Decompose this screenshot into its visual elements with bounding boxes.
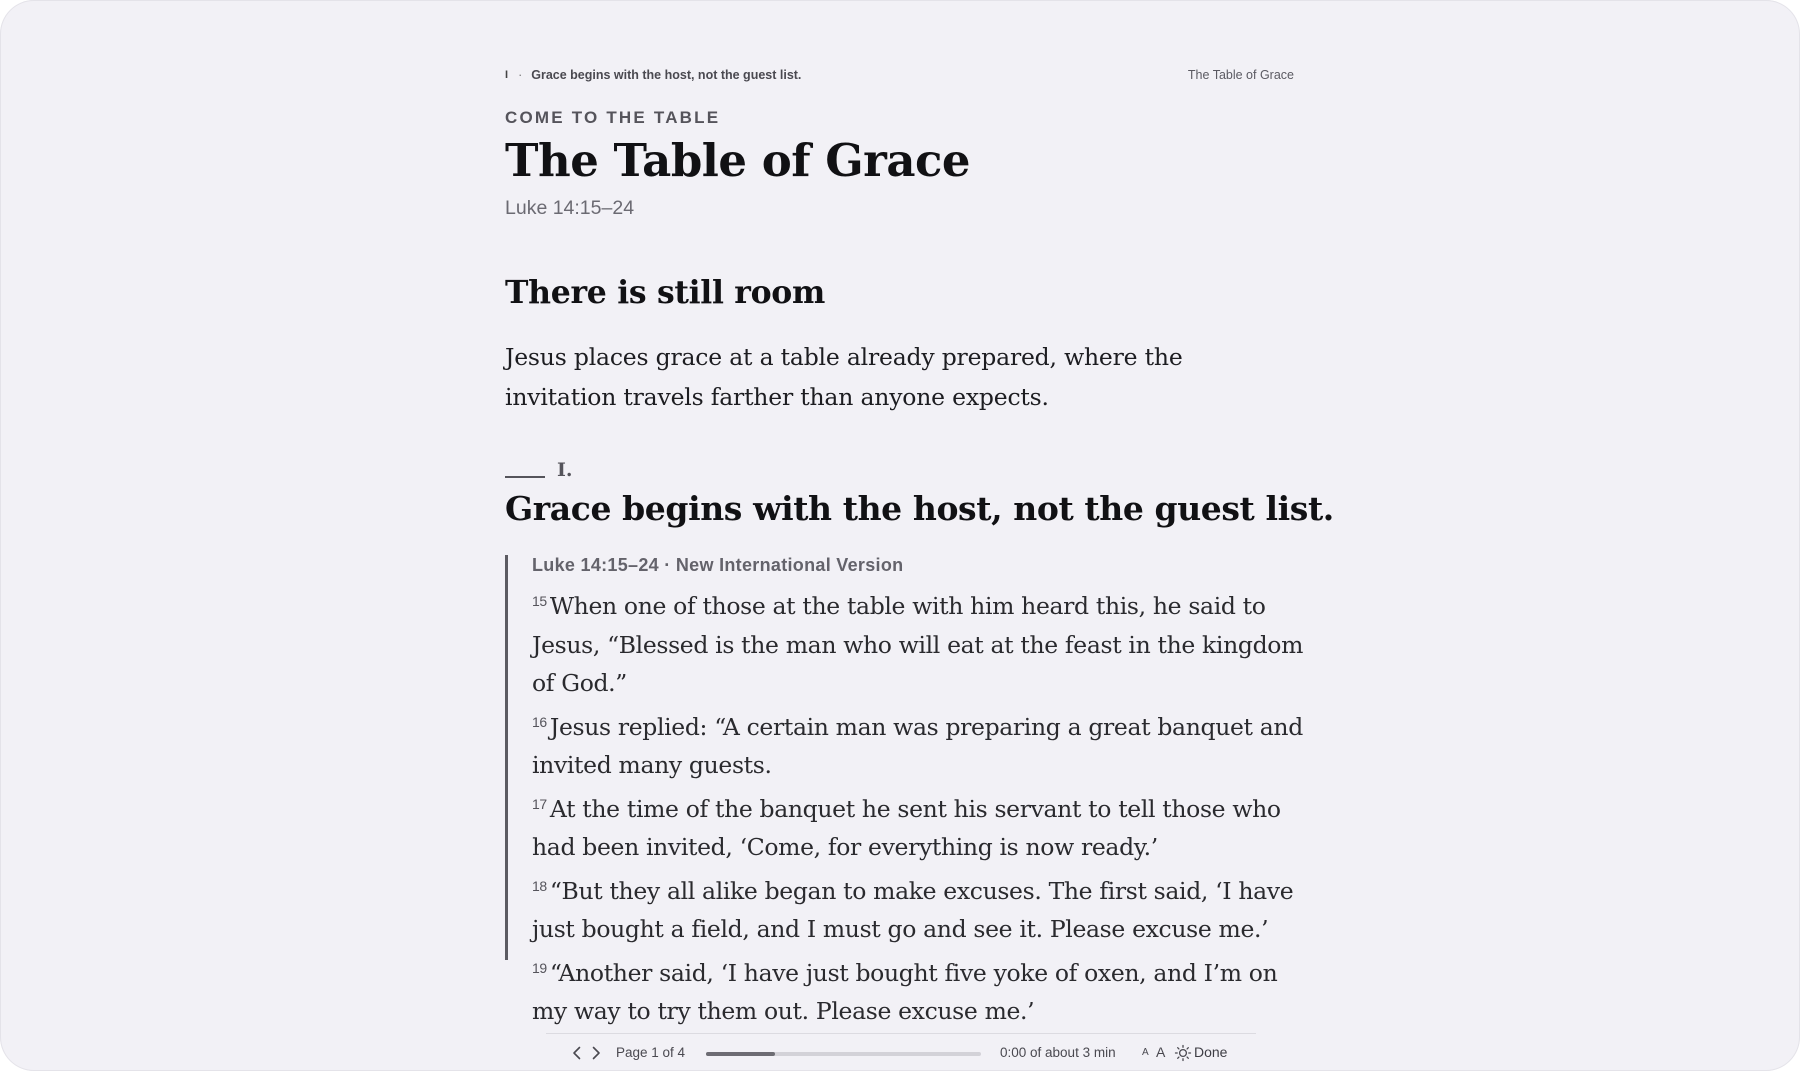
chevron-right-icon[interactable] xyxy=(588,1044,604,1062)
verse xyxy=(532,877,1293,944)
verse-number: 15 xyxy=(532,593,547,609)
verse-text: “But they all alike began to make excuses. The first said, ‘I have just bought a field, and I must go and see it. Please excuse me.’ xyxy=(532,876,1294,943)
page-indicator: Page 1 of 4 xyxy=(616,1045,686,1060)
verse-text: Jesus replied: “A certain man was preparing a great banquet and invited many guests. xyxy=(532,712,1303,779)
brightness-icon[interactable] xyxy=(1174,1044,1192,1062)
scripture-passage xyxy=(505,555,1308,1025)
verse-number: 16 xyxy=(532,713,547,730)
verse xyxy=(532,795,1281,862)
section-rule xyxy=(505,476,545,478)
verse-number: 19 xyxy=(532,959,547,976)
running-header-section-title: Grace begins with the host, not the guest list. xyxy=(531,68,802,82)
increase-font-button[interactable]: A xyxy=(1156,1044,1166,1060)
verse xyxy=(532,592,1303,697)
section-heading: Grace begins with the host, not the guest list. xyxy=(505,489,1334,528)
verse-number: 17 xyxy=(532,795,547,812)
separator-dot: · xyxy=(518,68,523,82)
title-scripture-reference: Luke 14:15–24 xyxy=(505,197,635,219)
verse-text: At the time of the banquet he sent his servant to tell those who had been invited, ‘Come, for everything is now ready.’ xyxy=(532,794,1281,861)
reader-toolbar xyxy=(546,1033,1256,1071)
running-header-section-number: I xyxy=(505,69,509,81)
verse-list xyxy=(532,582,1312,1031)
reading-time-label: 0:00 of about 3 min xyxy=(1000,1045,1116,1060)
running-header-section xyxy=(505,68,801,82)
chevron-left-icon[interactable] xyxy=(569,1044,585,1062)
reading-progress-bar[interactable] xyxy=(706,1052,981,1056)
section-numeral: I. xyxy=(557,459,573,481)
verse xyxy=(532,959,1277,1026)
intro-paragraph: Jesus places grace at a table already prepared, where the invitation travels farther than anyone expects. xyxy=(505,343,1183,411)
intro-heading: There is still room xyxy=(505,274,826,311)
done-button[interactable]: Done xyxy=(1194,1044,1228,1060)
passage-reference: Luke 14:15–24 · New International Version xyxy=(532,555,904,575)
verse-text: “Another said, ‘I have just bought five yoke of oxen, and I’m on my way to try them out. Please excuse me.’ xyxy=(532,958,1278,1025)
running-header-document-title: The Table of Grace xyxy=(1187,68,1294,82)
page-title: The Table of Grace xyxy=(505,134,971,187)
running-header xyxy=(505,68,1294,86)
decrease-font-button[interactable]: A xyxy=(1142,1047,1149,1058)
page-navigation xyxy=(569,1044,604,1062)
eyebrow-label: COME TO THE TABLE xyxy=(505,108,721,127)
verse-text: When one of those at the table with him heard this, he said to Jesus, “Blessed is the man who will eat at the feast in the kingdom of God.” xyxy=(532,592,1304,697)
verse-number: 18 xyxy=(532,877,547,894)
reading-progress-fill xyxy=(706,1052,775,1056)
verse xyxy=(532,713,1303,780)
section-marker xyxy=(505,459,573,481)
